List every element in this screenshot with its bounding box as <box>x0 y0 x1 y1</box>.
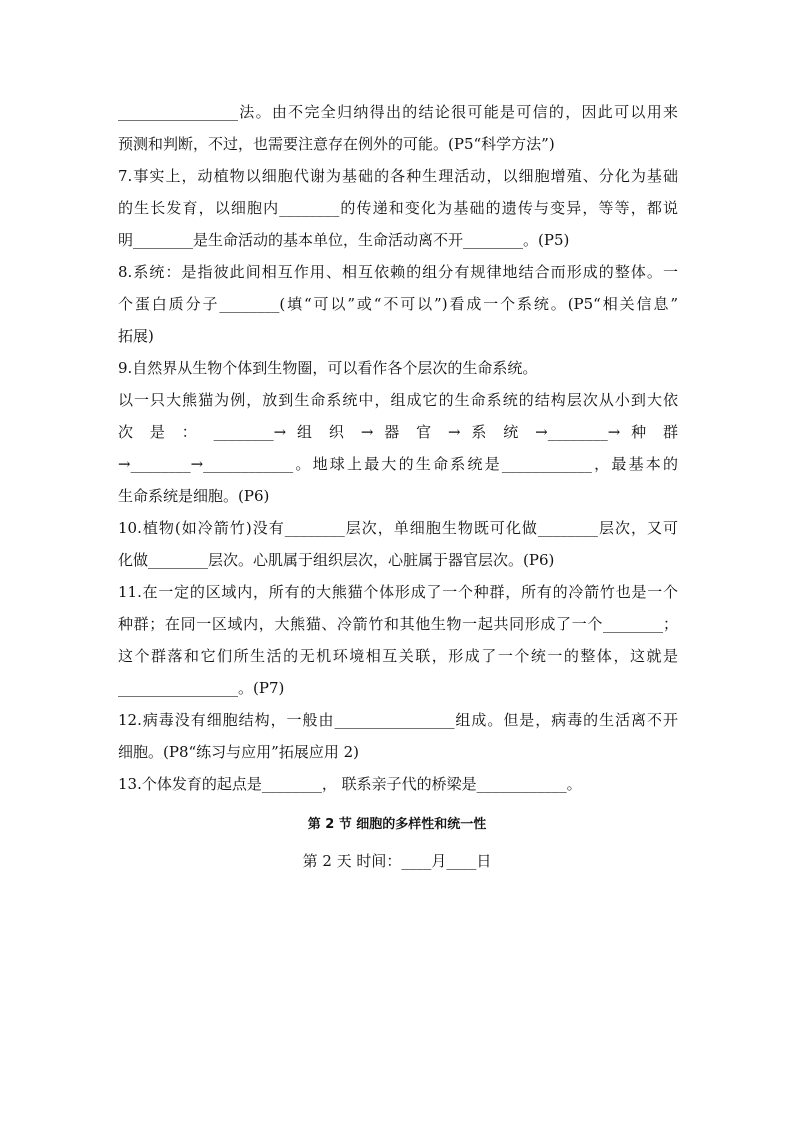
question-12: 12.病毒没有细胞结构，一般由________________组成。但是，病毒的生活离不开 <box>118 711 678 729</box>
text-line: 明________是生命活动的基本单位，生命活动离不开________。(P5) <box>118 231 570 249</box>
text-line: 以一只大熊猫为例，放到生命系统中，组成它的生命系统的结构层次从小到大依 <box>118 391 678 409</box>
text-line: 化做________层次。心肌属于组织层次，心脏属于器官层次。(P6) <box>118 551 555 569</box>
text-line: ________________。(P7) <box>118 679 285 697</box>
question-7: 7.事实上，动植物以细胞代谢为基础的各种生理活动，以细胞增殖、分化为基础 <box>118 167 678 185</box>
text-line: 拓展) <box>118 327 154 345</box>
question-13: 13.个体发育的起点是________， 联系亲子代的桥梁是____________。 <box>118 775 582 793</box>
text-line: →________→____________。地球上最大的生命系统是____________，最基本的 <box>118 455 678 473</box>
question-9: 9.自然界从生物个体到生物圈，可以看作各个层次的生命系统。 <box>118 359 538 377</box>
text-line: 生命系统是细胞。(P6) <box>118 487 270 505</box>
question-10: 10.植物(如冷箭竹)没有________层次，单细胞生物既可化做________层次，又可 <box>118 519 678 537</box>
text-line: ________________法。由不完全归纳得出的结论很可能是可信的，因此可以用来 <box>118 103 678 121</box>
text-line: 次 是 ： ________→ 组 织 → 器 官 → 系 统 →________→ 种 群 <box>118 423 678 441</box>
text-line: 细胞。(P8“练习与应用”拓展应用 2) <box>118 743 359 761</box>
section-title: 第 2 节 细胞的多样性和统一性 <box>307 817 487 832</box>
text-line: 种群；在同一区域内，大熊猫、冷箭竹和其他生物一起共同形成了一个________； <box>118 615 678 633</box>
text-line: 这个群落和它们所生活的无机环境相互关联，形成了一个统一的整体，这就是 <box>118 647 678 665</box>
question-8: 8.系统：是指彼此间相互作用、相互依赖的组分有规律地结合而形成的整体。一 <box>118 263 678 281</box>
text-line: 的生长发育，以细胞内________的传递和变化为基础的遗传与变异，等等，都说 <box>118 199 678 217</box>
text-line: 预测和判断，不过，也需要注意存在例外的可能。(P5“科学方法”) <box>118 135 555 153</box>
question-11: 11.在一定的区域内，所有的大熊猫个体形成了一个种群，所有的冷箭竹也是一个 <box>118 583 678 601</box>
day-date-line: 第 2 天 时间：____月____日 <box>302 852 492 870</box>
text-line: 个蛋白质分子________(填“可以”或“不可以”)看成一个系统。(P5“相关信息” <box>118 295 678 313</box>
